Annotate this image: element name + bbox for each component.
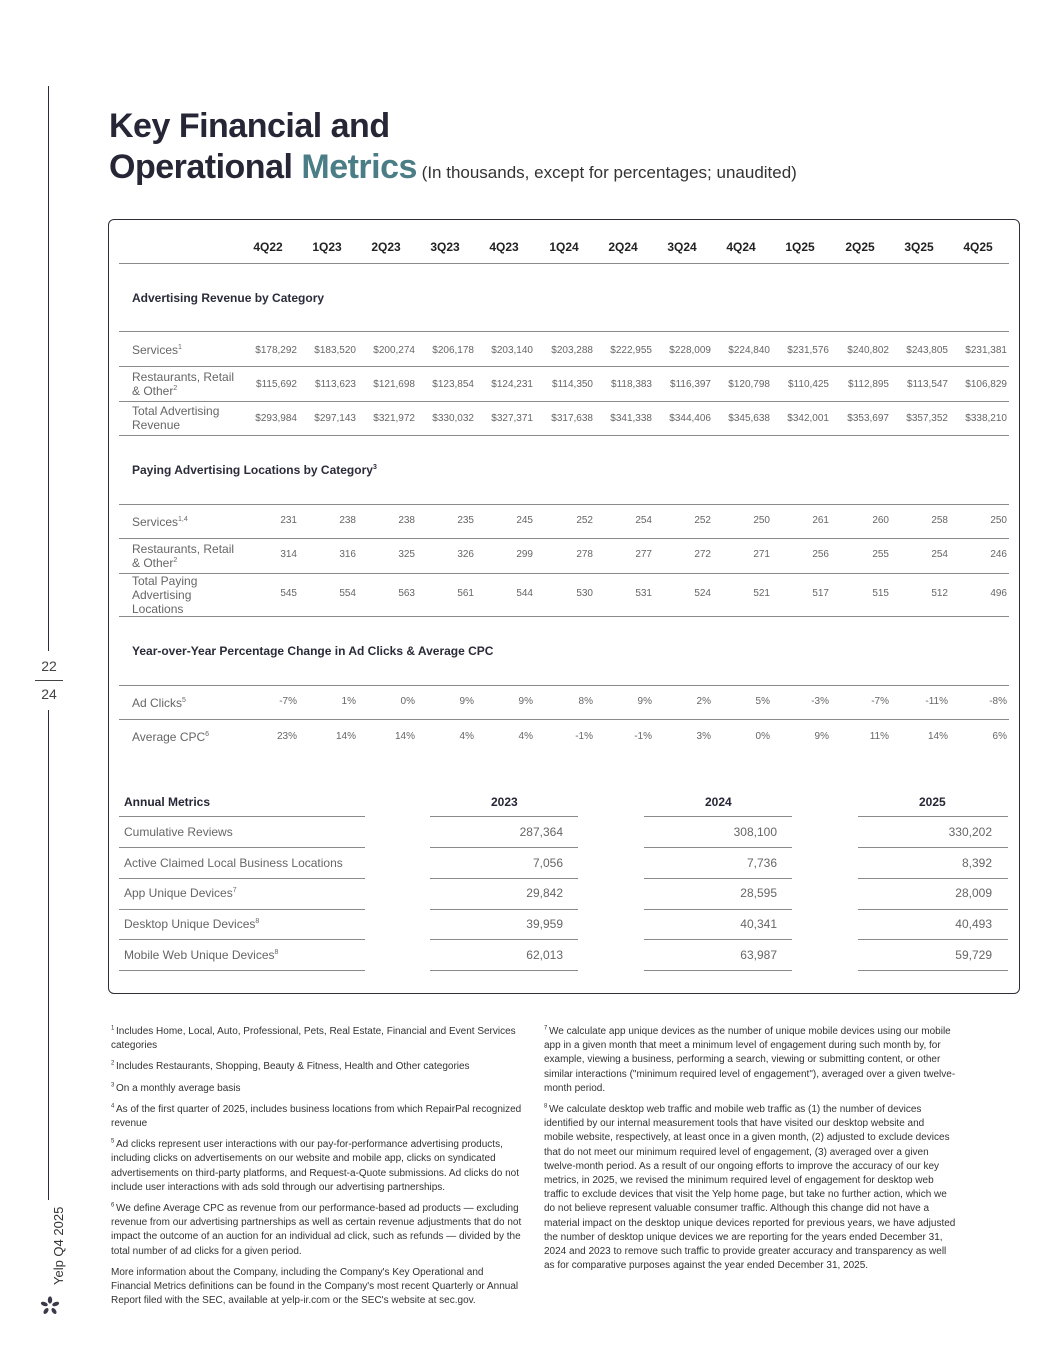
annual-metrics-header: Annual Metrics	[124, 795, 211, 809]
cell-total-rev: $353,697	[847, 413, 889, 424]
page-title	[109, 106, 797, 193]
page-divider	[35, 680, 63, 681]
cell-services: $231,381	[965, 345, 1007, 356]
cell-loc-services: 250	[990, 515, 1007, 526]
cell-restaurants: $124,231	[491, 379, 533, 390]
divider	[119, 538, 1009, 539]
annual-divider	[644, 909, 792, 910]
annual-value: 40,341	[740, 917, 777, 932]
cell-cpc: 14%	[394, 731, 415, 742]
annual-divider	[858, 909, 1008, 910]
divider	[119, 401, 1009, 402]
row-label-loc-services: Services$^{1,4}$	[132, 515, 188, 529]
divider	[119, 263, 1009, 264]
annual-divider	[430, 939, 578, 940]
cell-loc-restaurants: 325	[398, 549, 415, 560]
cell-loc-total: 545	[280, 588, 297, 599]
cell-restaurants: $115,692	[256, 379, 297, 390]
cell-total-rev: $297,143	[314, 413, 356, 424]
annual-row-label: Cumulative Reviews	[124, 825, 233, 839]
cell-restaurants: $118,383	[611, 379, 652, 390]
cell-loc-total: 496	[990, 588, 1007, 599]
cell-loc-services: 261	[812, 515, 829, 526]
annual-value: 28,595	[740, 886, 777, 901]
quarter-header: 4Q23	[489, 240, 519, 254]
cell-services: $178,292	[255, 345, 297, 356]
cell-services: $183,520	[314, 345, 356, 356]
cell-loc-services: 258	[931, 515, 948, 526]
cell-ad-clicks: -3%	[811, 696, 829, 707]
cell-loc-total: 517	[812, 588, 829, 599]
cell-restaurants: $110,425	[788, 379, 829, 390]
yelp-burst-icon	[40, 1296, 60, 1316]
cell-loc-total: 544	[516, 588, 533, 599]
cell-services: $200,274	[373, 345, 415, 356]
cell-loc-total: 524	[694, 588, 711, 599]
annual-row-label: Active Claimed Local Business Locations	[124, 855, 343, 870]
cell-total-rev: $338,210	[965, 413, 1007, 424]
cell-loc-services: 260	[872, 515, 889, 526]
row-label-cpc: Average CPC$^6$	[132, 730, 210, 744]
annual-divider	[858, 847, 1008, 848]
annual-divider	[644, 939, 792, 940]
annual-value: 62,013	[526, 947, 563, 962]
annual-divider	[858, 939, 1008, 940]
cell-ad-clicks: 8%	[578, 696, 593, 707]
footnote-5: $^5$ Ad clicks represent user interactions with our pay-for-performance advertising products, including clicks on advertisements on our website and mobile app, clicks on syndicated advertisements on third-party platforms, and Request-a-Quote submissions. Ad clicks do not include user interactions with ads sold through our advertising partnerships.	[111, 1138, 519, 1193]
cell-cpc: -1%	[575, 731, 593, 742]
title-operational: Operational	[109, 148, 302, 186]
divider	[119, 331, 1009, 332]
cell-cpc: 14%	[335, 731, 356, 742]
cell-cpc: 11%	[869, 731, 889, 742]
divider	[119, 685, 1009, 686]
divider	[119, 435, 1009, 436]
footnote-8: $^8$ We calculate desktop web traffic and mobile web traffic as (1) the number of devices identified by our internal measurement tools that have visited our desktop website and mobile website, respectively, at least once in a given month, (2) adjusted to exclude devices that do not meet our minimum required level of engagement, (3) averaged over a given twelve-month period. As a result of our ongoing efforts to improve the accuracy of our key metrics, in 2025, we revised the minimum required level of engagement for desktop web traffic to exclude devices that visit the Yelp home page, but take no further action, which we do not believe represent valuable consumer traffic. Although this change did not have a material impact on the desktop unique devices reported for previous years, we have adjusted the number of desktop unique devices we are reporting for the years ended December 31, 2024 and 2023 to remove such traffic to provide greater accuracy and transparency as well as for comparative purposes against the year ended December 31, 2025.	[544, 1103, 956, 1272]
cell-restaurants: $120,798	[728, 379, 770, 390]
section-paying-locations: Paying Advertising Locations by Category$^3$	[132, 463, 377, 477]
page-number: 22	[41, 658, 57, 674]
cell-ad-clicks: 9%	[637, 696, 652, 707]
quarter-header: 2Q25	[845, 240, 875, 254]
cell-cpc: 0%	[755, 731, 770, 742]
cell-loc-services: 238	[398, 515, 415, 526]
cell-ad-clicks: 1%	[341, 696, 356, 707]
quarter-header: 1Q23	[312, 240, 342, 254]
cell-cpc: -1%	[634, 731, 652, 742]
quarter-header: 1Q25	[785, 240, 815, 254]
cell-cpc: 3%	[696, 731, 711, 742]
cell-services: $224,840	[728, 345, 770, 356]
footnote-1: $^1$ Includes Home, Local, Auto, Professional, Pets, Real Estate, Financial and Event Services categories	[111, 1025, 516, 1052]
annual-divider	[644, 847, 792, 848]
cell-loc-restaurants: 246	[990, 549, 1007, 560]
annual-value: 59,729	[955, 947, 992, 962]
cell-ad-clicks: -11%	[925, 696, 948, 707]
footnote-more-info: More information about the Company, including the Company's Key Operational and Financial Metrics definitions can be found in the Company's most recent Quarterly or Annual Report filed with the SEC, available at yelp-ir.com or the SEC's website at sec.gov.	[111, 1266, 519, 1307]
footnotes-left	[111, 1025, 523, 1315]
cell-ad-clicks: 2%	[696, 696, 711, 707]
quarter-header: 3Q24	[667, 240, 697, 254]
annual-divider	[430, 909, 578, 910]
annual-value: 7,056	[532, 855, 563, 870]
cell-loc-services: 238	[339, 515, 356, 526]
cell-cpc: 14%	[927, 731, 948, 742]
cell-restaurants: $121,698	[373, 379, 415, 390]
annual-divider	[858, 878, 1008, 879]
cell-loc-restaurants: 299	[516, 549, 533, 560]
cell-loc-services: 231	[280, 515, 297, 526]
annual-value: 287,364	[519, 825, 563, 839]
cell-restaurants: $113,623	[315, 379, 356, 390]
cell-loc-total: 531	[635, 588, 652, 599]
row-label-ad-clicks: Ad Clicks$^5$	[132, 696, 186, 710]
divider	[119, 504, 1009, 505]
footnote-4: $^4$ As of the first quarter of 2025, includes business locations from which RepairPal recognized revenue	[111, 1103, 522, 1130]
cell-total-rev: $293,984	[255, 413, 297, 424]
row-label-services: Services$^1$	[132, 343, 182, 357]
annual-divider	[430, 878, 578, 879]
cell-loc-total: 554	[339, 588, 356, 599]
cell-total-rev: $317,638	[551, 413, 593, 424]
annual-value: 308,100	[733, 825, 777, 839]
cell-loc-restaurants: 272	[694, 549, 711, 560]
annual-row-label: Desktop Unique Devices$^8$	[124, 917, 260, 932]
annual-divider	[119, 816, 365, 817]
title-metrics: Metrics	[301, 148, 417, 186]
cell-total-rev: $344,406	[669, 413, 711, 424]
footnote-2: $^2$ Includes Restaurants, Shopping, Beauty & Fitness, Health and Other categories	[111, 1061, 470, 1073]
annual-divider	[858, 970, 1008, 971]
quarter-header: 2Q23	[371, 240, 401, 254]
cell-cpc: 6%	[992, 731, 1007, 742]
cell-restaurants: $116,397	[670, 379, 711, 390]
cell-total-rev: $327,371	[491, 413, 533, 424]
divider	[119, 366, 1009, 367]
annual-year-2024: 2024	[705, 795, 732, 809]
cell-ad-clicks: 0%	[400, 696, 415, 707]
cell-services: $231,576	[787, 345, 829, 356]
section-yoy: Year-over-Year Percentage Change in Ad Clicks & Average CPC	[132, 644, 494, 658]
cell-total-rev: $330,032	[432, 413, 474, 424]
quarter-header: 3Q23	[430, 240, 460, 254]
cell-restaurants: $123,854	[432, 379, 474, 390]
cell-loc-restaurants: 254	[931, 549, 948, 560]
cell-loc-restaurants: 278	[576, 549, 593, 560]
cell-loc-restaurants: 277	[635, 549, 652, 560]
quarter-header: 2Q24	[608, 240, 638, 254]
cell-loc-total: 563	[398, 588, 415, 599]
cell-services: $203,140	[491, 345, 533, 356]
cell-cpc: 23%	[276, 731, 297, 742]
annual-divider	[858, 816, 1008, 817]
cell-services: $203,288	[551, 345, 593, 356]
annual-year-2025: 2025	[919, 795, 946, 809]
cell-services: $243,805	[906, 345, 948, 356]
cell-restaurants: $112,895	[848, 379, 889, 390]
cell-loc-restaurants: 271	[753, 549, 770, 560]
cell-ad-clicks: 5%	[755, 696, 770, 707]
cell-loc-services: 250	[753, 515, 770, 526]
cell-services: $228,009	[669, 345, 711, 356]
title-line-2	[109, 147, 797, 193]
annual-divider	[644, 816, 792, 817]
footnote-7: $^7$ We calculate app unique devices as the number of unique mobile devices using our mobile app in a given month that meet a minimum level of engagement during such month by, for example, viewing a business, performing a search, viewing or submitting content, or other similar interactions ("minimum required level of engagement"), averaged over a given twelve-month period.	[544, 1025, 956, 1094]
footnote-3: $^3$ On a monthly average basis	[111, 1082, 241, 1094]
row-label-loc-restaurants: Restaurants, Retail & Other$^2$	[132, 542, 235, 570]
section-advertising-revenue: Advertising Revenue by Category	[132, 291, 325, 305]
cell-loc-total: 515	[872, 588, 889, 599]
cell-loc-services: 252	[694, 515, 711, 526]
annual-divider	[119, 970, 365, 971]
annual-divider	[644, 970, 792, 971]
cell-services: $240,802	[847, 345, 889, 356]
title-subtitle: (In thousands, except for percentages; unaudited)	[416, 163, 797, 182]
cell-services: $222,955	[610, 345, 652, 356]
row-label-loc-total: Total Paying Advertising Locations	[132, 574, 198, 616]
footnotes-right	[544, 1025, 956, 1280]
annual-row-label: Mobile Web Unique Devices$^8$	[124, 947, 279, 962]
quarter-header: 4Q25	[963, 240, 993, 254]
rail-line-bottom	[48, 710, 49, 1200]
annual-year-2023: 2023	[491, 795, 518, 809]
cell-ad-clicks: -7%	[871, 696, 889, 707]
row-label-restaurants: Restaurants, Retail & Other$^2$	[132, 370, 235, 398]
cell-ad-clicks: -8%	[989, 696, 1007, 707]
annual-value: 28,009	[955, 886, 992, 901]
cell-loc-total: 561	[457, 588, 474, 599]
annual-divider	[119, 847, 365, 848]
annual-divider	[119, 909, 365, 910]
annual-value: 330,202	[948, 825, 992, 839]
annual-divider	[430, 847, 578, 848]
cell-loc-total: 521	[753, 588, 770, 599]
cell-loc-restaurants: 314	[280, 549, 297, 560]
cell-restaurants: $114,350	[552, 379, 593, 390]
cell-loc-services: 235	[457, 515, 474, 526]
annual-value: 63,987	[740, 947, 777, 962]
cell-cpc: 4%	[459, 731, 474, 742]
annual-divider	[119, 878, 365, 879]
cell-restaurants: $106,829	[965, 379, 1007, 390]
brand-label: Yelp Q4 2025	[51, 1206, 66, 1285]
annual-row-label: App Unique Devices$^7$	[124, 886, 237, 901]
cell-ad-clicks: 9%	[518, 696, 533, 707]
cell-loc-total: 530	[576, 588, 593, 599]
cell-total-rev: $345,638	[728, 413, 770, 424]
divider	[119, 719, 1009, 720]
annual-divider	[430, 816, 578, 817]
annual-divider	[644, 878, 792, 879]
cell-total-rev: $341,338	[610, 413, 652, 424]
quarter-header: 3Q25	[904, 240, 934, 254]
cell-total-rev: $342,001	[787, 413, 829, 424]
cell-services: $206,178	[432, 345, 474, 356]
annual-value: 40,493	[955, 917, 992, 932]
cell-restaurants: $113,547	[907, 379, 948, 390]
quarter-header: 4Q22	[253, 240, 283, 254]
cell-loc-restaurants: 255	[872, 549, 889, 560]
divider	[119, 616, 1009, 617]
rail-line-top	[48, 86, 49, 651]
footnote-6: $^6$ We define Average CPC as revenue from our performance-based ad products — excluding revenue from our advertising partnerships as well as certain revenue adjustments that do not impact the outcome of an auction for an individual ad click, such as refunds — divided by the total number of ad clicks for a given period.	[111, 1202, 522, 1257]
annual-value: 39,959	[526, 917, 563, 932]
title-line-1: Key Financial and	[109, 107, 390, 145]
annual-divider	[430, 970, 578, 971]
cell-loc-services: 252	[576, 515, 593, 526]
cell-cpc: 4%	[518, 731, 533, 742]
cell-total-rev: $357,352	[906, 413, 948, 424]
quarter-header: 4Q24	[726, 240, 756, 254]
annual-value: 7,736	[746, 855, 777, 870]
cell-loc-services: 245	[516, 515, 533, 526]
page-total: 24	[41, 686, 57, 702]
row-label-total-revenue: Total Advertising Revenue	[132, 404, 220, 432]
annual-value: 29,842	[526, 886, 563, 901]
cell-loc-restaurants: 316	[339, 549, 356, 560]
cell-loc-total: 512	[931, 588, 948, 599]
annual-divider	[119, 939, 365, 940]
cell-ad-clicks: 9%	[459, 696, 474, 707]
cell-loc-restaurants: 326	[457, 549, 474, 560]
annual-value: 8,392	[961, 855, 992, 870]
quarter-header: 1Q24	[549, 240, 579, 254]
cell-loc-restaurants: 256	[812, 549, 829, 560]
cell-cpc: 9%	[814, 731, 829, 742]
divider	[119, 573, 1009, 574]
cell-ad-clicks: -7%	[279, 696, 297, 707]
cell-total-rev: $321,972	[373, 413, 415, 424]
cell-loc-services: 254	[635, 515, 652, 526]
